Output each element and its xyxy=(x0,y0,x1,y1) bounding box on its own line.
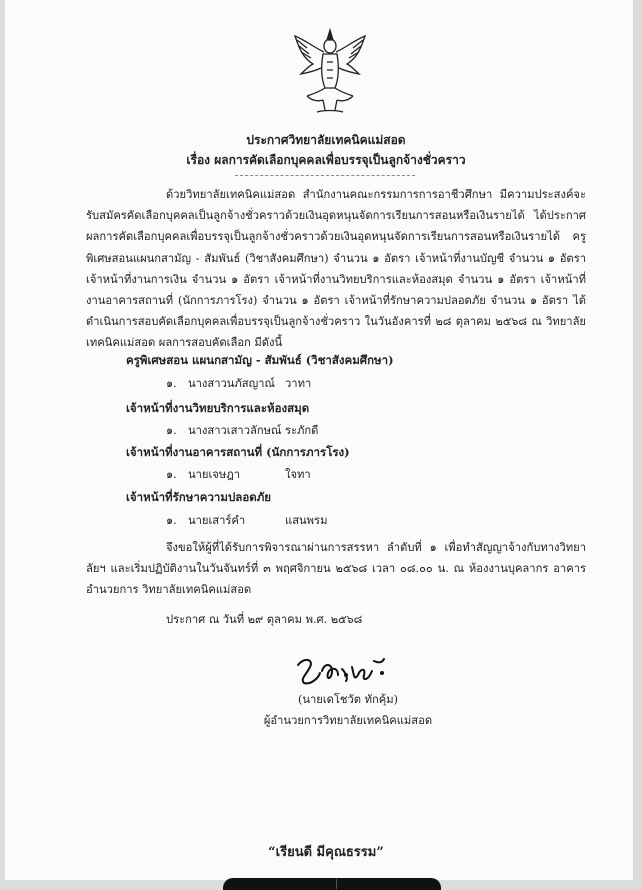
document-page xyxy=(5,0,633,880)
section-title: ครูพิเศษสอน แผนกสามัญ - สัมพันธ์ (วิชาสังคมศึกษา) xyxy=(126,353,394,367)
candidate-entry xyxy=(166,511,328,529)
title-divider xyxy=(235,175,415,176)
candidate-number: ๑. xyxy=(166,514,177,527)
closing-paragraph: จึงขอให้ผู้ที่ได้รับการพิจารณาผ่านการสรรหา ลำดับที่ ๑ เพื่อทำสัญญาจ้างกับทางวิทยาลัยฯ และเริ่มปฏิบัติงานในวันจันทร์ที่ ๓ พฤศจิกายน ๒๕๖๘ เวลา ๐๘.๐๐ น. ณ ห้องงานบุคลากร อาคารอำนวยการ วิทยาลัยเทคนิคแม่สอด xyxy=(86,541,586,597)
handwritten-signature xyxy=(290,651,390,689)
candidate-firstname: นางสาวเสาวลักษณ์ xyxy=(188,424,282,437)
motto-text: “เรียนดี มีคุณธรรม” xyxy=(268,845,384,860)
candidate-surname: วาทา xyxy=(285,377,312,390)
announcement-date: ประกาศ ณ วันที่ ๒๙ ตุลาคม พ.ศ. ๒๕๖๘ xyxy=(166,613,363,626)
announcement-subject: เรื่อง ผลการคัดเลือกบุคคลเพื่อบรรจุเป็นลูกจ้างชั่วคราว xyxy=(186,153,466,167)
page-navigation-bar[interactable] xyxy=(223,878,441,890)
candidate-surname: ใจทา xyxy=(285,468,311,481)
candidate-firstname: นางสาวนภัสญาณ์ xyxy=(188,377,275,390)
candidate-entry xyxy=(166,374,312,392)
candidate-surname: ระภักดี xyxy=(285,424,319,437)
candidate-surname: แสนพรม xyxy=(285,514,328,527)
section-title: เจ้าหน้าที่รักษาความปลอดภัย xyxy=(126,490,272,504)
candidate-number: ๑. xyxy=(166,468,177,481)
signer-position: ผู้อำนวยการวิทยาลัยเทคนิคแม่สอด xyxy=(263,714,433,727)
candidate-number: ๑. xyxy=(166,377,177,390)
signer-name: (นายเดโชวัต ทักคุ้ม) xyxy=(297,693,398,706)
college-motto xyxy=(5,841,642,862)
navigation-divider xyxy=(336,879,337,889)
intro-paragraph: ด้วยวิทยาลัยเทคนิคแม่สอด สำนักงานคณะกรรมการการอาชีวศึกษา มีความประสงค์จะรับสมัครคัดเลือกบุคคลเป็นลูกจ้างชั่วคราวด้วยเงินอุดหนุนจัดการเรียนการสอนหรือเงินรายได้ ได้ประกาศผลการคัดเลือกบุคคลเพื่อบรรจุเป็นลูกจ้างชั่วคราวด้วยเงินอุดหนุนจัดการเรียนการสอนหรือเงินรายได้ ครูพิเศษสอนแผนกสามัญ - สัมพันธ์ (วิชาสังคมศึกษา) จำนวน ๑ อัตรา เจ้าหน้าที่งานบัญชี จำนวน ๑ อัตรา เจ้าหน้าที่งานการเงิน จำนวน ๑ อัตรา เจ้าหน้าที่งานวิทยบริการและห้องสมุด จำนวน ๑ อัตรา เจ้าหน้าที่งานอาคารสถานที่ (นักการภารโรง) จำนวน ๑ อัตรา เจ้าหน้าที่รักษาความปลอดภัย จำนวน ๑ อัตรา ได้ดำเนินการสอบคัดเลือกบุคคลเพื่อบรรจุเป็นลูกจ้างชั่วคราว ในวันอังคารที่ ๒๘ ตุลาคม ๒๕๖๘ ณ วิทยาลัยเทคนิคแม่สอด ผลการสอบคัดเลือก มีดังนี้ xyxy=(86,188,586,350)
candidate-number: ๑. xyxy=(166,424,177,437)
candidate-entry xyxy=(166,421,319,439)
candidate-firstname: นายเสาร์คำ xyxy=(188,514,246,527)
announcement-title: ประกาศวิทยาลัยเทคนิคแม่สอด xyxy=(246,133,406,147)
candidate-entry xyxy=(166,465,311,483)
section-title: เจ้าหน้าที่งานอาคารสถานที่ (นักการภารโรง) xyxy=(126,445,350,459)
candidate-firstname: นายเจษฎา xyxy=(188,468,241,481)
garuda-emblem-icon xyxy=(287,26,373,116)
section-title: เจ้าหน้าที่งานวิทยบริการและห้องสมุด xyxy=(126,401,310,415)
